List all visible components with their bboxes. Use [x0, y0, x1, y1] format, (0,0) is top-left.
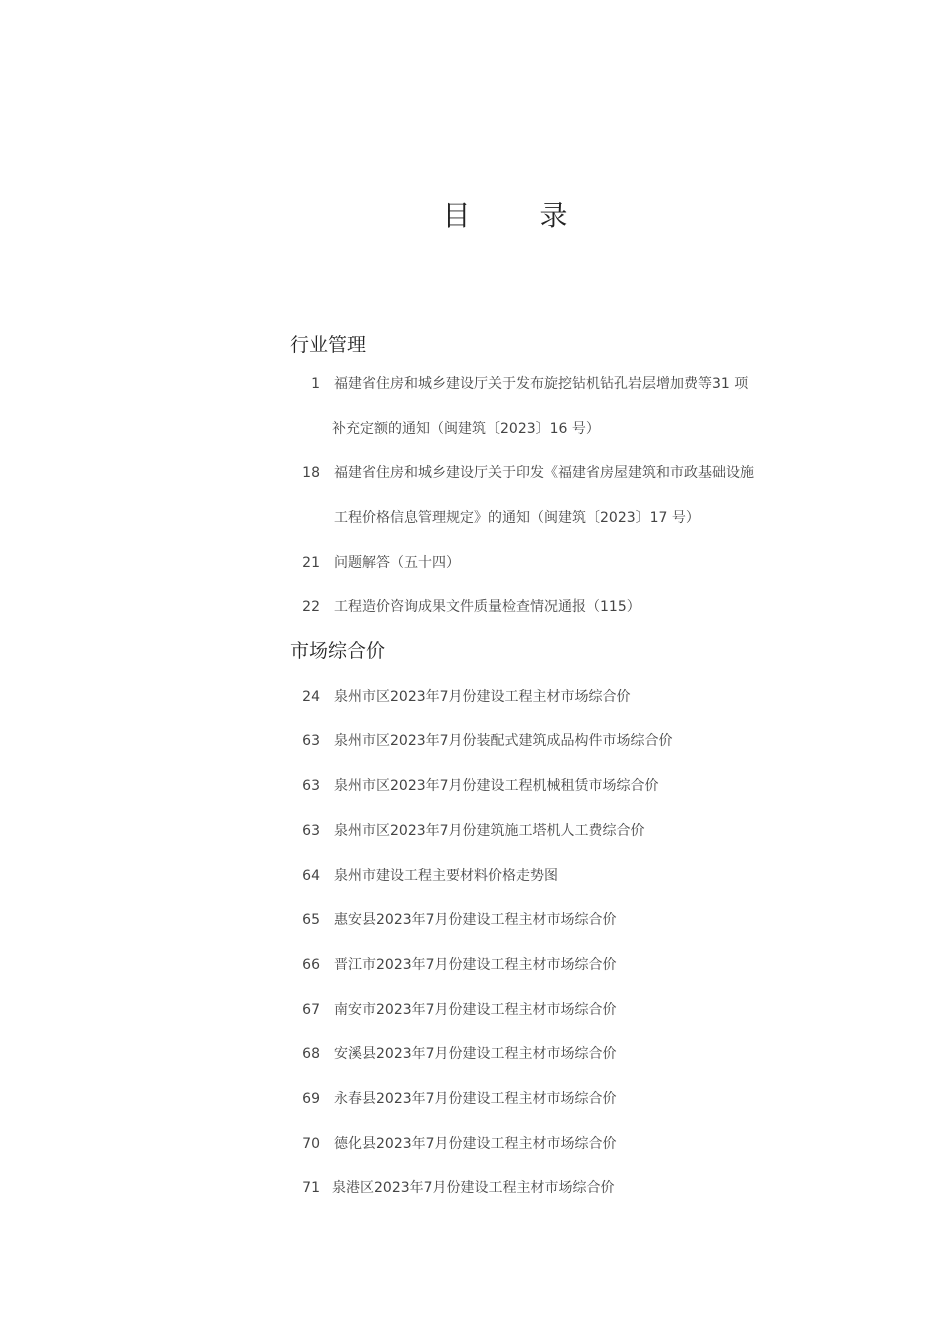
toc-entry[interactable] [290, 461, 810, 485]
section-heading-industry-management: 行业管理 [290, 334, 367, 356]
toc-entry-text: 泉州市建设工程主要材料价格走势图 [334, 868, 558, 884]
toc-page-number: 24 [302, 689, 320, 705]
toc-entry-text: 泉州市区2023年7月份建设工程主材市场综合价 [334, 689, 631, 705]
toc-page-number: 70 [302, 1136, 320, 1152]
toc-page-number: 18 [302, 465, 320, 481]
toc-entry[interactable] [290, 1132, 810, 1156]
toc-entry[interactable] [290, 685, 810, 709]
toc-entry[interactable] [290, 1176, 810, 1200]
toc-entry-text: 惠安县2023年7月份建设工程主材市场综合价 [334, 912, 617, 928]
toc-entry[interactable] [290, 774, 810, 798]
toc-entry-text: 问题解答（五十四） [334, 555, 460, 571]
toc-page-number: 71 [302, 1180, 320, 1196]
toc-entry-text: 安溪县2023年7月份建设工程主材市场综合价 [334, 1046, 617, 1062]
toc-entry-text: 泉州市区2023年7月份装配式建筑成品构件市场综合价 [334, 733, 673, 749]
toc-entry-text: 德化县2023年7月份建设工程主材市场综合价 [334, 1136, 617, 1152]
toc-entry[interactable] [290, 998, 810, 1022]
toc-page-number: 65 [302, 912, 320, 928]
toc-entry-text: 永春县2023年7月份建设工程主材市场综合价 [334, 1091, 617, 1107]
toc-page-number: 66 [302, 957, 320, 973]
section-heading-market-price: 市场综合价 [290, 640, 386, 662]
toc-entry[interactable] [290, 372, 810, 396]
toc-entry-text: 工程造价咨询成果文件质量检查情况通报（115） [334, 599, 641, 615]
toc-page-number: 69 [302, 1091, 320, 1107]
toc-entry-text: 福建省住房和城乡建设厅关于发布旋挖钻机钻孔岩层增加费等31 项 [334, 376, 749, 392]
toc-entry[interactable] [290, 595, 810, 619]
toc-entry[interactable] [290, 864, 810, 888]
toc-entry-text: 泉港区2023年7月份建设工程主材市场综合价 [332, 1180, 615, 1196]
toc-entry[interactable] [290, 1087, 810, 1111]
toc-page-number: 1 [311, 376, 320, 392]
toc-page-number: 64 [302, 868, 320, 884]
toc-page-number: 21 [302, 555, 320, 571]
toc-entry-text: 南安市2023年7月份建设工程主材市场综合价 [334, 1002, 617, 1018]
toc-entry-text: 福建省住房和城乡建设厅关于印发《福建省房屋建筑和市政基础设施 [334, 465, 754, 481]
toc-entry-continuation: 补充定额的通知（闽建筑〔2023〕16 号） [332, 421, 600, 437]
toc-entry[interactable] [290, 908, 810, 932]
toc-page-number: 63 [302, 733, 320, 749]
toc-page-number: 68 [302, 1046, 320, 1062]
toc-entry-continuation: 工程价格信息管理规定》的通知（闽建筑〔2023〕17 号） [334, 510, 700, 526]
toc-entry-text: 晋江市2023年7月份建设工程主材市场综合价 [334, 957, 617, 973]
toc-page-number: 63 [302, 778, 320, 794]
toc-entry[interactable] [290, 551, 810, 575]
toc-entry[interactable] [290, 1042, 810, 1066]
toc-page-number: 67 [302, 1002, 320, 1018]
toc-entry-text: 泉州市区2023年7月份建筑施工塔机人工费综合价 [334, 823, 645, 839]
toc-page-number: 63 [302, 823, 320, 839]
toc-entry[interactable] [290, 819, 810, 843]
toc-page-number: 22 [302, 599, 320, 615]
toc-entry-text: 泉州市区2023年7月份建设工程机械租赁市场综合价 [334, 778, 659, 794]
toc-title: 目 录 [442, 199, 598, 232]
toc-entry[interactable] [290, 953, 810, 977]
toc-entry[interactable] [290, 729, 810, 753]
